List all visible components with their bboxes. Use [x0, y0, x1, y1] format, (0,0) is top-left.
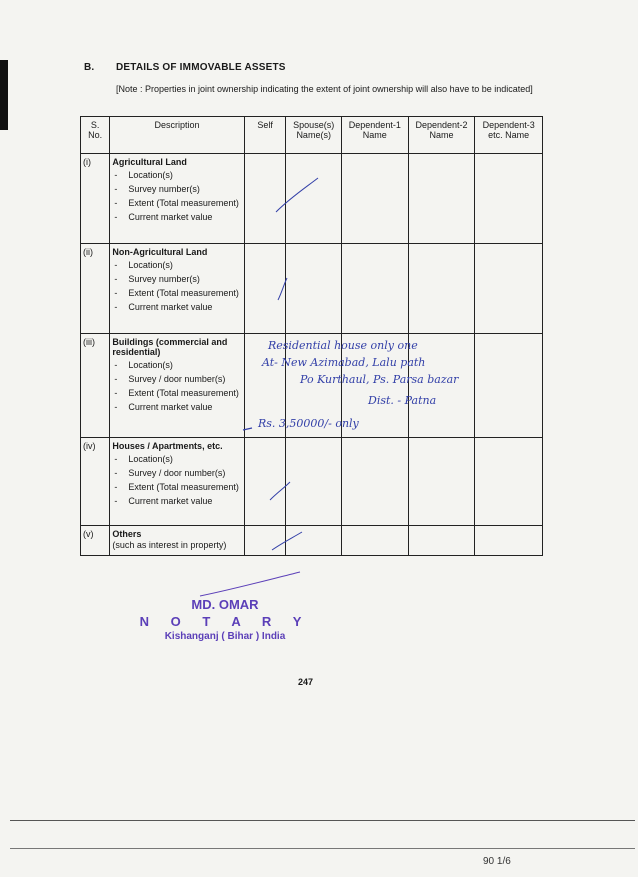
list-item: - Survey number(s) — [114, 184, 241, 195]
list-item: - Location(s) — [114, 260, 241, 271]
row-sno: (ii) — [81, 244, 110, 334]
list-item: - Survey / door number(s) — [114, 468, 241, 479]
row-title: Buildings (commercial and residential) — [112, 337, 228, 357]
section-title: DETAILS OF IMMOVABLE ASSETS — [116, 62, 286, 73]
header-self: Self — [244, 117, 286, 154]
row-sno: (iii) — [81, 334, 110, 438]
list-item: - Current market value — [114, 212, 241, 223]
stamp-name: MD. OMAR — [191, 597, 259, 612]
notary-stamp — [130, 597, 320, 642]
row-title: Agricultural Land — [112, 157, 187, 167]
list-item: - Current market value — [114, 402, 241, 413]
section-note: [Note : Properties in joint ownership indicating the extent of joint ownership will also have to be indicated] — [116, 84, 533, 94]
list-item: - Extent (Total measurement) — [114, 482, 241, 493]
row-sno: (i) — [81, 154, 110, 244]
row-sno: (v) — [81, 526, 110, 556]
row-note: (such as interest in property) — [112, 540, 227, 550]
handwritten-line-1: Residential house only one — [268, 339, 418, 352]
footer-divider — [10, 848, 635, 849]
list-item: - Survey number(s) — [114, 274, 241, 285]
list-item: - Location(s) — [114, 360, 241, 371]
handwritten-line-3: Po Kurthaul, Ps. Parsa bazar — [300, 373, 459, 386]
page-number: 247 — [298, 677, 314, 687]
handwritten-line-2: At- New Azimabad, Lalu path — [262, 356, 426, 369]
header-spouse: Spouse(s) Name(s) — [286, 117, 342, 154]
list-item: - Location(s) — [114, 454, 241, 465]
row-title: Non-Agricultural Land — [112, 247, 208, 257]
list-item: - Extent (Total measurement) — [114, 198, 241, 209]
header-sno: S. No. — [81, 117, 110, 154]
stamp-title: N O T A R Y — [139, 614, 311, 629]
section-letter: B. — [84, 62, 95, 73]
row-title: Houses / Apartments, etc. — [112, 441, 223, 451]
handwritten-line-5: Rs. 3,50000/- only — [258, 417, 359, 430]
stamp-place: Kishanganj ( Bihar ) India — [164, 631, 286, 642]
header-description: Description — [110, 117, 244, 154]
list-item: - Extent (Total measurement) — [114, 288, 241, 299]
header-dependent-2: Dependent-2 Name — [408, 117, 475, 154]
row-sno: (iv) — [81, 438, 110, 526]
row-title: Others — [112, 529, 142, 539]
list-item: - Survey / door number(s) — [114, 374, 241, 385]
list-item: - Current market value — [114, 302, 241, 313]
footer-divider — [10, 820, 635, 821]
handwritten-line-4: Dist. - Patna — [368, 394, 437, 407]
list-item: - Current market value — [114, 496, 241, 507]
list-item: - Location(s) — [114, 170, 241, 181]
footer-number: 90 1/6 — [483, 856, 511, 867]
list-item: - Extent (Total measurement) — [114, 388, 241, 399]
header-dependent-3: Dependent-3 etc. Name — [475, 117, 543, 154]
header-dependent-1: Dependent-1 Name — [341, 117, 408, 154]
